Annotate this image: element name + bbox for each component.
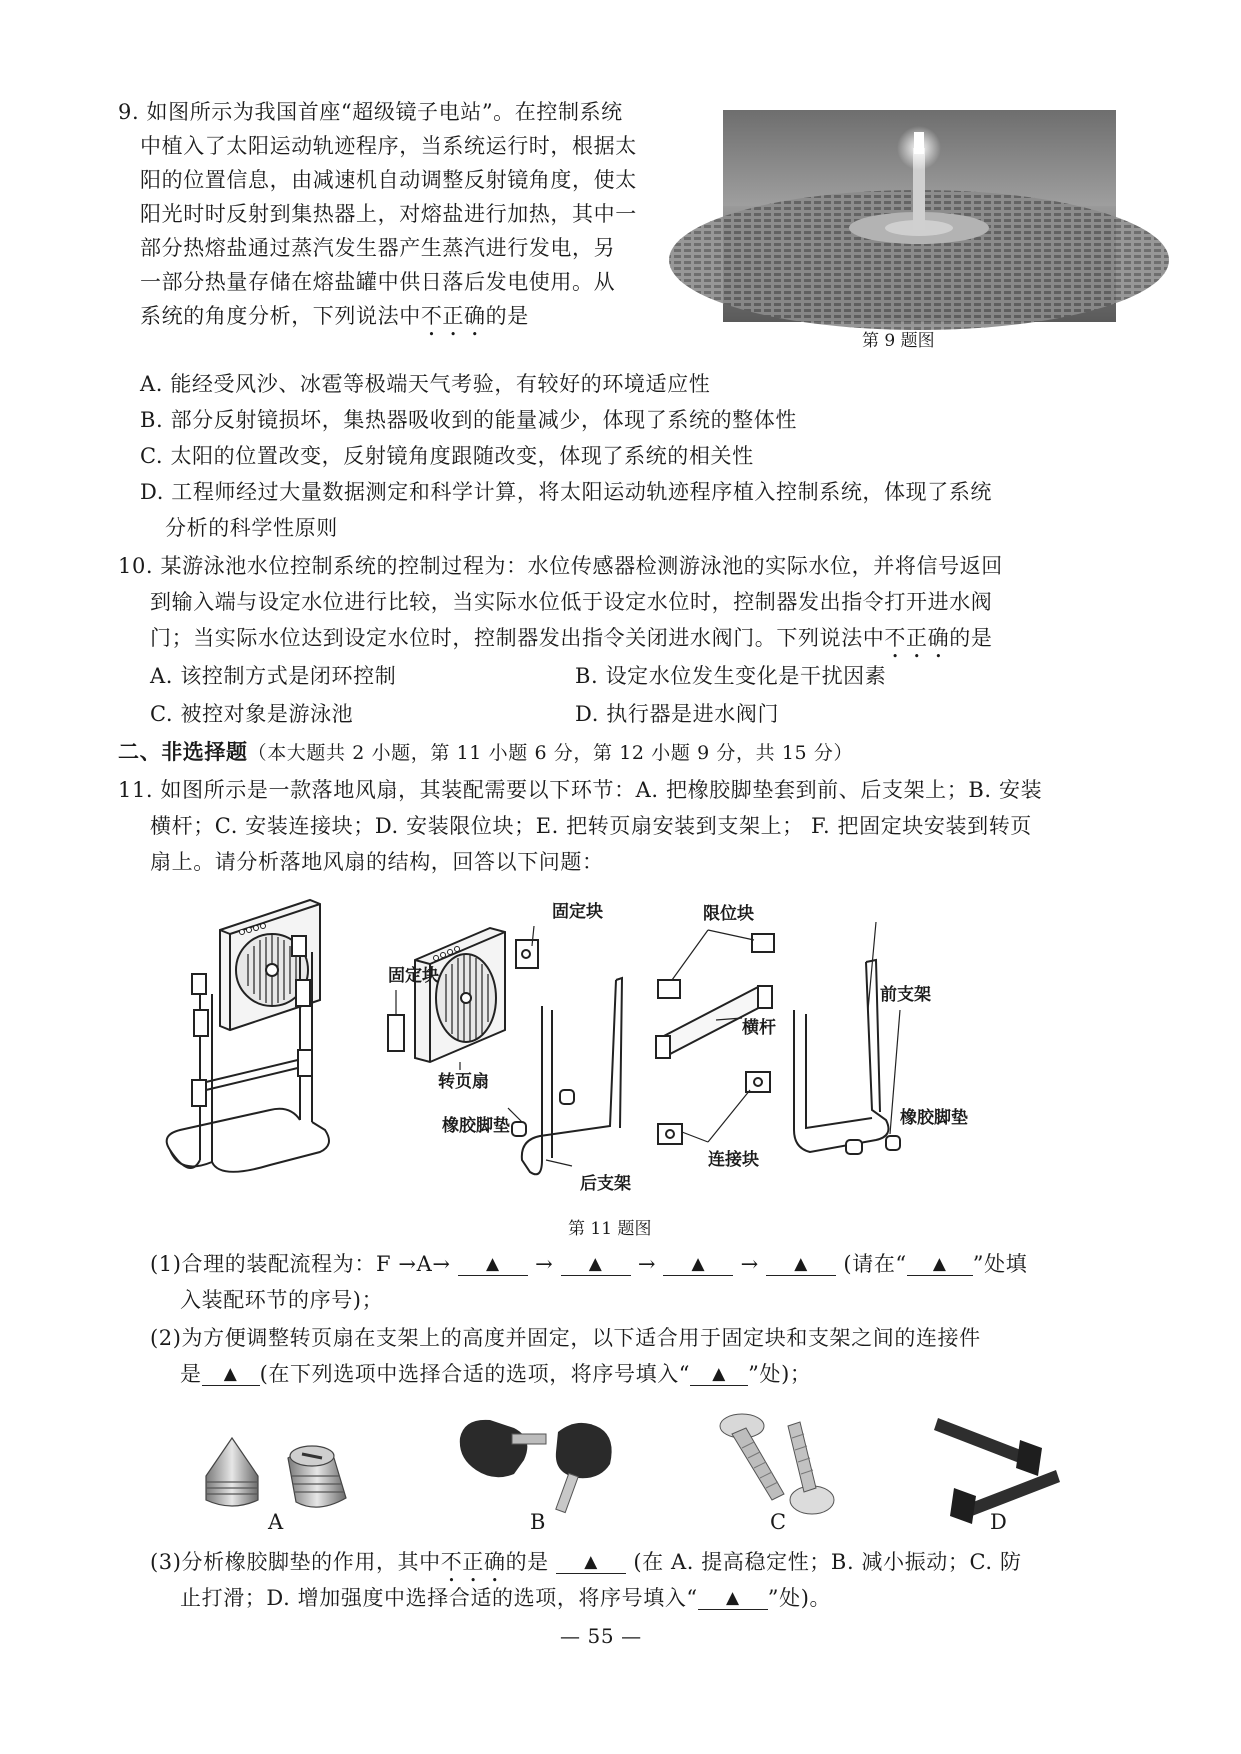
answer-blank[interactable]: ▲ [663,1253,733,1276]
page-number: — 55 — [560,1624,642,1648]
q11-sub1-line-2: 入装配环节的序号)； [180,1288,384,1312]
option-c-label: C [770,1510,787,1534]
label-rubber-pad-1: 橡胶脚垫 [442,1116,510,1136]
q9-stem-line-1: 9. 如图所示为我国首座“超级镜子电站”。在控制系统 [118,100,623,124]
section-2-title: 二、非选择题 [118,740,248,764]
q9-option-b: B. 部分反射镜损坏，集热器吸收到的能量减少，体现了系统的整体性 [140,408,797,432]
label-fixing-block-2: 固定块 [388,966,439,986]
option-d-hex-bolts-image [930,1396,1080,1526]
q9-option-d-line-1: D. 工程师经过大量数据测定和科学计算，将太阳运动轨迹程序植入控制系统，体现了系统 [140,480,993,504]
q9-stem-line-4: 阳光时时反射到集热器上，对熔盐进行加热，其中一 [140,202,637,226]
answer-blank[interactable]: ▲ [458,1253,528,1276]
answer-blank[interactable]: ▲ [202,1363,260,1386]
q10-option-c: C. 被控对象是游泳池 [150,702,354,726]
q11-stem-line-3: 扇上。请分析落地风扇的结构，回答以下问题： [150,850,604,874]
label-rubber-pad-2: 橡胶脚垫 [900,1108,968,1128]
label-cross-bar: 横杆 [742,1018,776,1038]
label-connecting-block: 连接块 [708,1150,759,1170]
q9-solar-station-photo [723,110,1116,322]
q10-option-d: D. 执行器是进水阀门 [575,702,780,726]
label-fan-body: 转页扇 [438,1072,489,1092]
answer-blank[interactable]: ▲ [556,1551,626,1574]
q11-fan-assembly-figure [160,890,1100,1220]
exploded-fan-body [388,928,622,1174]
q10-stem-line-1: 10. 某游泳池水位控制系统的控制过程为：水位传感器检测游泳池的实际水位，并将信号返回 [118,554,1003,578]
q9-stem-line-5: 部分热熔盐通过蒸汽发生器产生蒸汽进行发电，另 [140,236,616,260]
q9-stem-line-2: 中植入了太阳运动轨迹程序，当系统运行时，根据太 [140,134,637,158]
q9-option-d-line-2: 分析的科学性原则 [165,516,338,540]
section-2-heading [118,738,853,767]
option-b-label: B [530,1510,546,1534]
q11-stem-line-1: 11. 如图所示是一款落地风扇，其装配需要以下环节：A. 把橡胶脚垫套到前、后支架上；B. 安装 [118,778,1043,802]
option-a-set-screws-image [196,1418,366,1518]
section-2-detail: （本大题共 2 小题，第 11 小题 6 分，第 12 小题 9 分，共 15 分） [247,742,854,764]
assembled-fan [167,900,329,1172]
q9-option-c: C. 太阳的位置改变，反射镜角度跟随改变，体现了系统的相关性 [140,444,754,468]
q11-sub1-line-1: (1)合理的装配流程为：F →A→ ▲ → ▲ → ▲ → ▲ (请在“ ▲ ”处填 [150,1252,1028,1276]
q11-figure-caption: 第 11 题图 [568,1219,652,1239]
label-limit-block: 限位块 [703,904,754,924]
q9-stem-line-7: 系统的角度分析，下列说法中不正确的是 [140,304,529,328]
option-d-label: D [990,1510,1007,1534]
q11-sub2-line-1: (2)为方便调整转页扇在支架上的高度并固定，以下适合用于固定块和支架之间的连接件 [150,1326,981,1350]
q10-stem-line-2: 到输入端与设定水位进行比较，当实际水位低于设定水位时，控制器发出指令打开进水阀 [150,590,993,614]
q10-emphasis: 不正确 [884,626,950,650]
q9-stem-line-3: 阳的位置信息，由减速机自动调整反射镜角度，使太 [140,168,637,192]
q11-sub3-emphasis: 不正确 [440,1550,506,1574]
label-front-support: 前支架 [880,985,931,1005]
q9-emphasis: 不正确 [420,304,486,328]
blank-example: ▲ [907,1253,973,1276]
answer-blank[interactable]: ▲ [561,1253,631,1276]
q9-figure-caption: 第 9 题图 [862,331,935,351]
option-b-knob-screws-image [450,1408,640,1518]
option-c-pan-head-screws-image [712,1404,842,1524]
q9-stem-line-6: 一部分热量存储在熔盐罐中供日落后发电使用。从 [140,270,616,294]
q11-sub3-line-1: (3)分析橡胶脚垫的作用，其中不正确的是 ▲ (在 A. 提高稳定性；B. 减小振动；C. 防 [150,1550,1022,1574]
blank-example: ▲ [690,1363,748,1386]
option-a-label: A [268,1510,284,1534]
q11-sub2-line-2: 是 ▲ (在下列选项中选择合适的选项，将序号填入“ ▲ ”处)； [180,1362,812,1386]
exploded-cross-bar [656,934,774,1144]
q11-sub3-line-2: 止打滑；D. 增加强度中选择合适的选项，将序号填入“ ▲ ”处)。 [180,1586,832,1610]
answer-blank[interactable]: ▲ [766,1253,836,1276]
q10-option-b: B. 设定水位发生变化是干扰因素 [575,664,887,688]
blank-example: ▲ [698,1587,768,1610]
label-fixing-block-1: 固定块 [552,902,603,922]
q11-stem-line-2: 横杆；C. 安装连接块；D. 安装限位块；E. 把转页扇安装到支架上； F. 把固定块安装到转页 [150,814,1032,838]
q9-option-a: A. 能经受风沙、冰雹等极端天气考验，有较好的环境适应性 [140,372,711,396]
label-rear-support: 后支架 [580,1174,631,1194]
q10-option-a: A. 该控制方式是闭环控制 [150,664,397,688]
q10-stem-line-3: 门；当实际水位达到设定水位时，控制器发出指令关闭进水阀门。下列说法中不正确的是 [150,626,993,650]
